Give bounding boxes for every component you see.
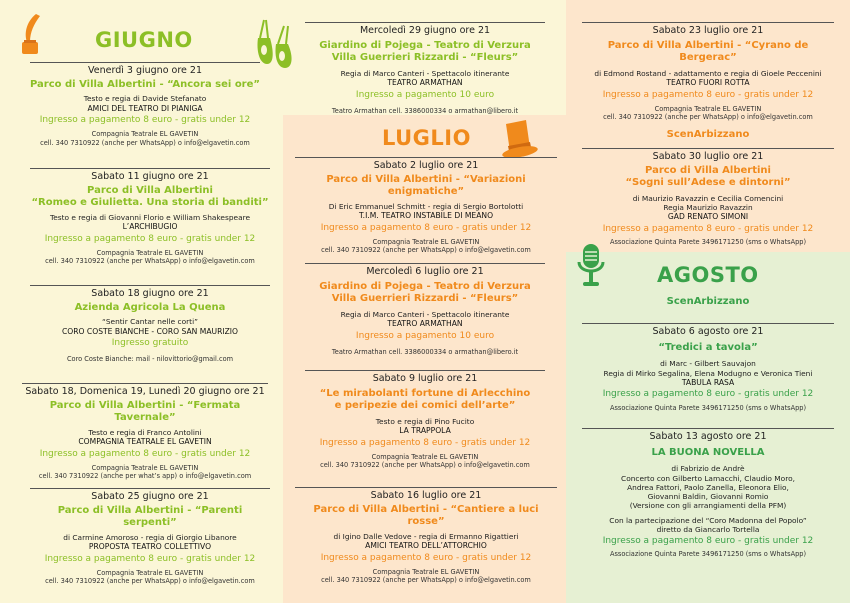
event-price: Ingresso a pagamento 10 euro [355,330,495,341]
event-contact-info: cell. 340 7310922 (anche per WhatsApp) o info@elgavetin.com [45,577,255,586]
ballet-shoes-icon [254,18,302,74]
august-event-2 [582,428,834,559]
event-venue: Giardino di Pojega - Teatro di Verzura [319,39,531,51]
event-date: Sabato 23 luglio ore 21 [652,25,764,36]
event-credit: di Maurizio Ravazzin e Cecilia Comencini [632,193,784,203]
event-price: Ingresso gratuito [111,338,189,349]
event-credit: di Igino Dalle Vedove - regia di Ermanno Rigattieri [333,531,519,541]
event-contact-info: cell. 340 7310922 (anche per WhatsApp) o info@elgavetin.com [321,246,531,255]
event-venue-title: Villa Guerrieri Rizzardi - “Fleurs” [331,293,519,305]
event-venue: “Le mirabolanti fortune di Arlecchino [319,387,531,399]
event-venue: Parco di Villa Albertini - “Variazioni enigmatiche” [326,173,526,198]
july-event-2 [305,263,545,356]
event-date: Sabato 30 luglio ore 21 [652,151,764,162]
event-troupe: AMICI TEATRO DELL’ATTORCHIO [365,541,487,551]
event-venue: “Tredici a tavola” [658,341,758,353]
event-contact-info: cell. 340 7310922 (anche per WhatsApp) o info@elgavetin.com [40,138,250,147]
event-date: Sabato 16 luglio ore 21 [370,490,482,501]
event-credit-director: Regia di Mirko Segalina, Elena Modugno e Veronica Tieni [603,368,813,378]
event-price: Ingresso a pagamento 8 euro - gratis under 12 [44,233,256,244]
june-event-5 [30,488,270,585]
event-contact-info: cell. 340 7310922 (anche per WhatsApp) o info@elgavetin.com [45,257,255,266]
event-credit: di Fabrizio de Andrè [671,464,745,474]
event-price: Ingresso a pagamento 8 euro - gratis under 12 [602,223,814,234]
event-troupe: AMICI DEL TEATRO DI PIANIGA [87,103,203,113]
event-price: Ingresso a pagamento 8 euro - gratis under 12 [602,89,814,100]
event-contact-company: Compagnia Teatrale EL GAVETIN [96,248,204,257]
event-contact-company: Compagnia Teatrale EL GAVETIN [91,130,199,139]
event-troupe: T.I.M. TEATRO INSTABILE DI MEANO [358,211,494,221]
event-contact-company: Compagnia Teatrale EL GAVETIN [91,463,199,472]
event-troupe: TEATRO FUORI ROTTA [666,78,750,88]
june-event-4 [22,383,268,480]
event-venue: LA BUONA NOVELLA [651,446,765,458]
event-credit-line: Concerto con Gilberto Lamacchi, Claudio Moro, [621,473,795,483]
event-troupe: COMPAGNIA TEATRALE EL GAVETIN [78,437,212,447]
event-date: Sabato 18 giugno ore 21 [91,288,209,299]
event-troupe: LA TRAPPOLA [399,426,451,436]
event-venue: Parco di Villa Albertini [645,164,771,176]
event-date: Sabato 2 luglio ore 21 [373,160,479,171]
event-date: Mercoledì 29 giugno ore 21 [359,25,491,36]
june-event-2 [30,168,270,265]
event-troupe: TEATRO ARMATHAN [387,319,463,329]
event-contact-company: Compagnia Teatrale EL GAVETIN [372,237,480,246]
event-price: Ingresso a pagamento 8 euro - gratis under 12 [602,389,814,400]
event-credit: di Edmond Rostand - adattamento e regia di Gioele Peccenini [594,68,822,78]
event-price: Ingresso a pagamento 8 euro - gratis under 12 [602,536,814,547]
july-event-3 [305,370,545,469]
event-credit: di Marc - Gilbert Sauvajon [660,359,756,369]
event-contact-info: cell. 340 7310922 (anche per WhatsApp) o info@elgavetin.com [321,576,531,585]
event-date: Sabato 18, Domenica 19, Lunedì 20 giugno ore 21 [25,386,265,397]
event-contact-info: Associazione Quinta Parete 3496171250 (sms o WhatsApp) [609,238,807,247]
event-credit: Testo e regia di Pino Fucito [375,416,475,426]
event-credit-line: Giovanni Baldin, Giovanni Romio [647,492,769,502]
event-venue: Parco di Villa Albertini [87,184,213,196]
event-credit-director: Regia Maurizio Ravazzin [663,203,753,213]
event-date: Sabato 6 agosto ore 21 [652,326,764,337]
event-venue: Parco di Villa Albertini - “Parenti serpenti” [57,504,243,529]
event-credit: Di Eric Emmanuel Schmitt - regia di Sergio Bortolotti [328,201,524,211]
event-contact-info: cell. 340 7310922 (anche per WhatsApp) o info@elgavetin.com [603,113,813,122]
event-credit-line: Andrea Fattori, Paolo Zanella, Eleonora Elio, [627,482,789,492]
event-contact-info: cell. 340 7310922 (anche per WhatsApp) o info@elgavetin.com [320,461,530,470]
event-date: Venerdì 3 giugno ore 21 [88,65,202,76]
event-contact-company: Compagnia Teatrale EL GAVETIN [372,567,480,576]
event-price: Ingresso a pagamento 8 euro - gratis under 12 [320,222,532,233]
event-troupe: L’ARCHIBUGIO [122,222,178,232]
event-contact-info: cell. 340 7310922 (anche per what’s app) o info@elgavetin.com [38,472,252,481]
month-title-june: GIUGNO [95,28,193,52]
event-contact-info: Associazione Quinta Parete 3496171250 (sms o WhatsApp) [609,550,807,559]
event-date: Sabato 11 giugno ore 21 [91,171,209,182]
event-venue: Parco di Villa Albertini - “Cyrano de Bergerac” [607,39,809,64]
event-price: Ingresso a pagamento 8 euro - gratis under 12 [319,437,531,448]
august-subtitle [582,296,834,309]
july-event-6 [582,148,834,246]
event-date: Sabato 25 giugno ore 21 [91,491,209,502]
event-credit: di Carmine Amoroso - regia di Giorgio Libanore [63,532,237,542]
event-credit: “Sentir Cantar nelle corti” [102,317,198,327]
event-contact-info: Teatro Armathan cell. 3386000334 o armathan@libero.it [331,347,519,356]
august-event-1 [582,323,834,412]
june-event-1 [30,62,260,147]
event-troupe: CORO COSTE BIANCHE - CORO SAN MAURIZIO [61,326,239,336]
event-venue: Giardino di Pojega - Teatro di Verzura [319,280,531,292]
event-venue: Parco di Villa Albertini - “Cantiere a luci rosse” [313,503,539,528]
event-troupe: PROPOSTA TEATRO COLLETTIVO [88,542,212,552]
july-event-4 [295,487,557,584]
event-series: ScenArbizzano [666,129,750,141]
july-event-5 [582,22,834,142]
event-price: Ingresso a pagamento 8 euro - gratis under 12 [320,552,532,563]
event-venue-title: “Romeo e Giulietta. Una storia di banditi” [31,197,269,209]
event-troupe: TABULA RASA [681,377,735,387]
event-troupe: TEATRO ARMATHAN [387,78,463,88]
event-price: Ingresso a pagamento 10 euro [355,89,495,100]
event-credit: Regia di Marco Canteri - Spettacolo itinerante [340,309,510,319]
event-venue-title: e peripezie dei comici dell’arte” [334,400,516,412]
microphone-icon [576,242,606,294]
event-price: Ingresso a pagamento 8 euro - gratis under 12 [39,115,251,126]
june-event-3 [30,285,270,364]
event-contact-company: Compagnia Teatrale EL GAVETIN [654,104,762,113]
event-venue: Parco di Villa Albertini - “Fermata Tavernale” [49,399,241,424]
event-troupe: GAD RENATO SIMONI [667,212,749,222]
event-credit-line: Con la partecipazione del “Coro Madonna del Popolo” [609,515,807,525]
event-contact-company: Compagnia Teatrale EL GAVETIN [96,568,204,577]
event-venue: Azienda Agricola La Quena [74,301,226,313]
event-credit: Regia di Marco Canteri - Spettacolo itinerante [340,68,510,78]
event-date: Sabato 13 agosto ore 21 [649,431,767,442]
event-date: Mercoledì 6 luglio ore 21 [366,266,484,277]
event-contact-info: Associazione Quinta Parete 3496171250 (sms o WhatsApp) [609,403,807,412]
event-venue-title: Villa Guerrieri Rizzardi - “Fleurs” [331,52,519,64]
event-date: Sabato 9 luglio ore 21 [372,373,478,384]
event-credit-line: diretto da Giancarlo Tortella [656,524,760,534]
event-venue-title: “Sogni sull’Adese e dintorni” [625,177,791,189]
event-credit: Testo e regia di Franco Antolini [88,427,202,437]
event-contact-company: Compagnia Teatrale EL GAVETIN [371,452,479,461]
event-contact-info: Coro Coste Bianche: mail - nilovittorio@gmail.com [66,355,234,364]
series-title: ScenArbizzano [666,296,750,307]
event-price: Ingresso a pagamento 8 euro - gratis under 12 [44,553,256,564]
event-credit: Testo e regia di Giovanni Florio e William Shakespeare [49,212,251,222]
july-event-0 [305,22,545,115]
event-contact-info: Teatro Armathan cell. 3386000334 o armathan@libero.it [331,106,519,115]
month-title-august: AGOSTO [657,263,759,287]
july-event-1 [295,157,557,254]
event-price: Ingresso a pagamento 8 euro - gratis under 12 [39,448,251,459]
event-venue: Parco di Villa Albertini - “Ancora sei ore” [30,78,260,90]
event-credit: Testo e regia di Davide Stefanato [83,94,207,104]
month-title-july: LUGLIO [382,126,471,150]
event-credit-line: (Versione con gli arrangiamenti della PFM) [629,501,787,511]
quill-inkwell-icon [18,12,44,60]
